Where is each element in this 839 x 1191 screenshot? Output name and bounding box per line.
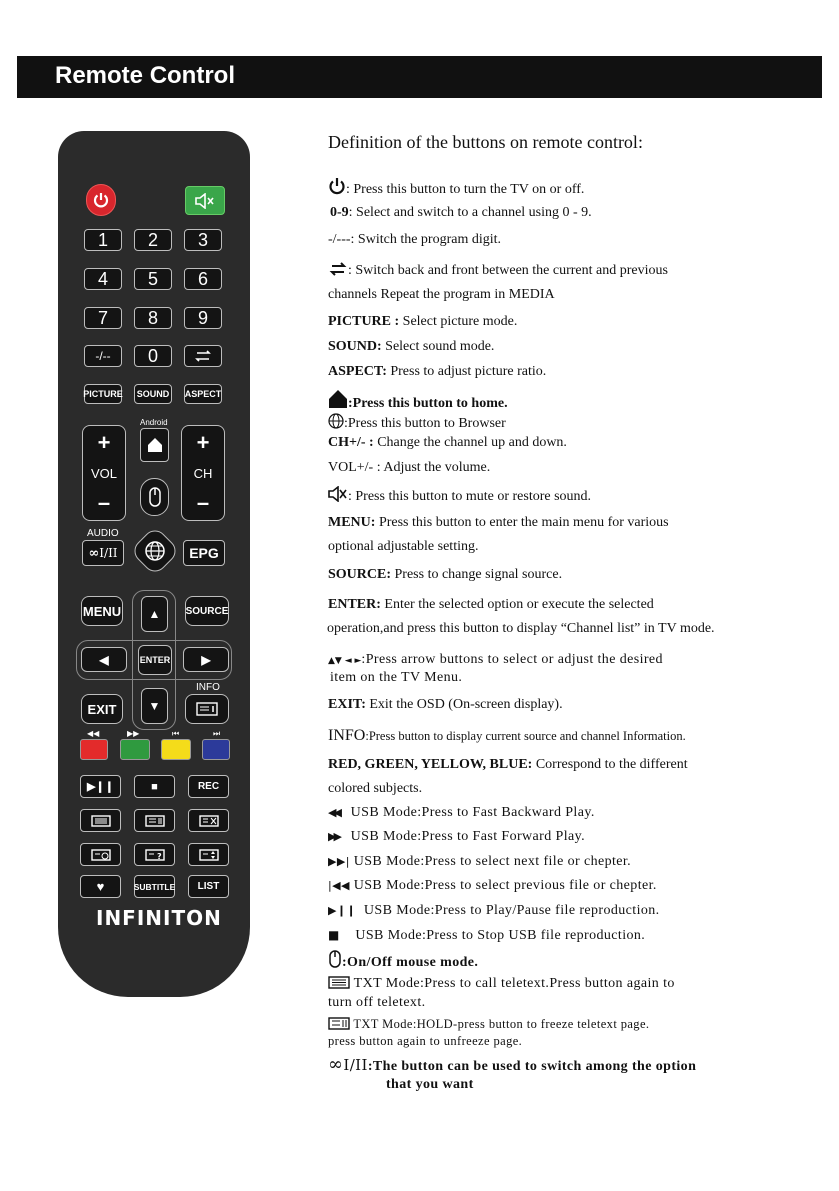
heart-icon: ♥	[96, 879, 105, 894]
teletext-icon	[328, 976, 350, 989]
digit-3-button: 3	[184, 229, 222, 251]
up-arrow-button	[141, 596, 168, 632]
desc-aspect	[328, 363, 546, 380]
desc-stop-text: USB Mode:Press to Stop USB file reproduction.	[355, 928, 646, 943]
menu-button: MENU	[81, 596, 123, 626]
mute-icon	[194, 193, 216, 209]
volume-rocker	[82, 425, 126, 521]
play-pause-icon: ▶❙❙	[328, 904, 357, 917]
audio-icon: ∞	[328, 1054, 344, 1075]
desc-home	[328, 389, 508, 412]
section-title: Remote Control	[55, 62, 235, 89]
channel-down-label: –	[196, 490, 210, 515]
digit-4-button: 4	[84, 268, 122, 290]
digit-5-button: 5	[134, 268, 172, 290]
power-icon	[92, 191, 110, 209]
desc-prev	[328, 877, 657, 894]
desc-info-text: :Press button to display current source and channel Information.	[365, 729, 686, 743]
mute-button	[185, 186, 225, 215]
desc-audio-2: that you want	[386, 1077, 474, 1092]
size-icon	[199, 849, 219, 861]
desc-sound	[328, 338, 494, 355]
desc-prev-text: USB Mode:Press to select previous file or chepter.	[353, 878, 657, 893]
info-button	[185, 694, 229, 724]
power-button	[86, 184, 116, 216]
desc-arrows-text: :Press arrow buttons to select or adjust the desired	[361, 652, 663, 667]
desc-arrows-2: item on the TV Menu.	[330, 670, 463, 685]
blue-button	[202, 739, 230, 760]
desc-digits-text: : Select and switch to a channel using 0 - 9.	[348, 205, 592, 220]
channel-label: CH	[193, 465, 213, 481]
desc-audio	[328, 1056, 696, 1075]
desc-volume-key: VOL+/- :	[328, 460, 381, 475]
desc-colors-2: colored subjects.	[328, 781, 423, 796]
desc-info	[328, 727, 686, 745]
picture-button: PICTURE	[84, 384, 122, 404]
desc-channel	[328, 434, 567, 451]
right-arrow-icon: ▶	[201, 652, 211, 667]
svg-text:?: ?	[156, 851, 162, 861]
recall-icon	[328, 262, 348, 276]
desc-sound-text: Select sound mode.	[381, 339, 495, 354]
desc-menu-2: optional adjustable setting.	[328, 539, 479, 554]
desc-enter-text: Enter the selected option or execute the selected	[380, 597, 654, 612]
forward-label-icon: ▶▶	[127, 729, 140, 738]
desc-source	[328, 566, 562, 583]
digit-7-button: 7	[84, 307, 122, 329]
desc-dash: -/---: Switch the program digit.	[328, 232, 502, 247]
list-button: LIST	[188, 875, 229, 898]
desc-forward	[328, 828, 585, 845]
recall-icon	[193, 350, 213, 362]
doc-heading: Definition of the buttons on remote control:	[328, 132, 643, 152]
green-button	[120, 739, 150, 760]
desc-recall-text: : Switch back and front between the current and previous	[348, 263, 668, 278]
volume-down-label: –	[97, 490, 111, 515]
right-arrow-button	[183, 647, 229, 672]
globe-icon	[328, 413, 344, 429]
left-arrow-button	[81, 647, 127, 672]
audio-button	[82, 540, 124, 566]
play-pause-icon: ▶❙❙	[87, 781, 114, 793]
digit-6-button: 6	[184, 268, 222, 290]
globe-icon	[144, 540, 166, 562]
desc-digits-key: 0-9	[330, 205, 349, 220]
desc-picture-key: PICTURE :	[328, 314, 400, 329]
subpage-icon	[91, 849, 111, 861]
enter-button: ENTER	[138, 645, 172, 675]
prev-label-icon: ⏮	[172, 729, 180, 738]
left-arrow-icon: ◀	[99, 652, 109, 667]
desc-next	[328, 853, 631, 870]
home-icon	[328, 389, 348, 409]
brand-logo: INFINITON	[96, 906, 222, 930]
desc-channel-text: Change the channel up and down.	[373, 435, 567, 450]
desc-teletext-text: TXT Mode:Press to call teletext.Press button again to	[353, 976, 675, 991]
digit-2-button: 2	[134, 229, 172, 251]
desc-source-key: SOURCE:	[328, 567, 392, 582]
recall-button	[184, 345, 222, 367]
desc-hold-text: TXT Mode:HOLD-press button to freeze teletext page.	[353, 1017, 650, 1031]
desc-volume-text: Adjust the volume.	[380, 460, 491, 475]
desc-arrows	[328, 651, 663, 670]
desc-next-text: USB Mode:Press to select next file or chepter.	[353, 854, 632, 869]
subtitle-button: SUBTITLE	[134, 875, 175, 898]
desc-picture	[328, 313, 517, 330]
reveal-icon	[145, 849, 165, 861]
desc-browser-text: :Press this button to Browser	[344, 416, 506, 431]
desc-aspect-text: Press to adjust picture ratio.	[386, 364, 547, 379]
hold-button	[134, 809, 175, 832]
info-icon	[196, 702, 218, 716]
desc-browser	[328, 413, 506, 432]
desc-playpause	[328, 902, 660, 919]
forward-icon: ▶▶	[328, 830, 339, 843]
desc-enter-2: operation,and press this button to display “Channel list” in TV mode.	[327, 621, 715, 636]
yellow-button	[161, 739, 191, 760]
desc-recall	[328, 262, 668, 279]
exit-button: EXIT	[81, 694, 123, 724]
subpage-button	[80, 843, 121, 866]
audio-label: AUDIO	[87, 528, 119, 539]
desc-rewind	[328, 804, 595, 821]
down-arrow-icon: ▼	[148, 699, 161, 713]
android-label: Android	[140, 418, 168, 427]
info-label: INFO	[196, 682, 220, 693]
channel-rocker	[181, 425, 225, 521]
desc-digits	[330, 204, 592, 221]
home-button	[140, 428, 169, 462]
desc-recall-2: channels Repeat the program in MEDIA	[328, 287, 555, 302]
desc-source-text: Press to change signal source.	[391, 567, 563, 582]
desc-teletext	[328, 975, 675, 992]
section-header	[17, 56, 822, 98]
cancel-icon	[199, 815, 219, 827]
up-arrow-icon: ▲	[148, 607, 161, 621]
mouse-button	[140, 478, 169, 516]
desc-menu	[328, 514, 669, 531]
desc-volume	[328, 459, 490, 476]
aspect-button: ASPECT	[184, 384, 222, 404]
stop-icon: ■	[328, 928, 340, 942]
epg-button: EPG	[183, 540, 225, 566]
desc-mute	[328, 486, 591, 505]
teletext-icon	[91, 815, 111, 827]
desc-menu-text: Press this button to enter the main menu for various	[375, 515, 669, 530]
mouse-icon	[328, 950, 342, 968]
digit-8-button: 8	[134, 307, 172, 329]
rewind-icon: ◀◀	[328, 806, 339, 819]
desc-hold-2: press button again to unfreeze page.	[328, 1034, 523, 1048]
sound-button: SOUND	[134, 384, 172, 404]
desc-aspect-key: ASPECT:	[328, 364, 387, 379]
digit-1-button: 1	[84, 229, 122, 251]
audio-button-icon: ∞	[88, 545, 100, 561]
desc-power-text: : Press this button to turn the TV on or off.	[346, 182, 585, 197]
desc-power	[328, 177, 584, 198]
digit-dash-button: -/--	[84, 345, 122, 367]
rec-button: REC	[188, 775, 229, 798]
hold-icon	[145, 815, 165, 827]
desc-colors-key: RED, GREEN, YELLOW, BLUE:	[328, 757, 533, 772]
desc-stop	[328, 927, 645, 944]
audio-button-label: I/II	[99, 546, 118, 560]
size-button	[188, 843, 229, 866]
volume-label: VOL	[90, 465, 117, 481]
desc-exit	[328, 696, 563, 713]
desc-playpause-text: USB Mode:Press to Play/Pause file reproduction.	[363, 903, 660, 918]
desc-audio-key: I/II	[343, 1056, 368, 1074]
desc-menu-key: MENU:	[328, 515, 376, 530]
desc-mouse	[328, 950, 478, 971]
cancel-teletext-button	[188, 809, 229, 832]
desc-enter	[328, 596, 654, 613]
desc-colors-text: Correspond to the different	[532, 757, 688, 772]
prev-icon: |◀◀	[328, 879, 350, 892]
desc-sound-key: SOUND:	[328, 339, 382, 354]
desc-home-text: :Press this button to home.	[348, 396, 508, 411]
down-arrow-button	[141, 688, 168, 724]
desc-info-key: INFO	[328, 727, 366, 744]
next-label-icon: ⏭	[213, 729, 221, 738]
play-pause-button	[80, 775, 121, 798]
channel-up-label: +	[196, 430, 210, 455]
desc-exit-text: Exit the OSD (On-screen display).	[365, 697, 563, 712]
desc-channel-key: CH+/- :	[328, 435, 374, 450]
digit-9-button: 9	[184, 307, 222, 329]
favorite-button	[80, 875, 121, 898]
desc-teletext-2: turn off teletext.	[328, 995, 426, 1010]
source-button: SOURCE	[185, 596, 229, 626]
hold-icon	[328, 1017, 350, 1030]
mouse-icon	[148, 486, 162, 508]
desc-colors	[328, 756, 688, 773]
home-icon	[146, 436, 164, 454]
desc-forward-text: USB Mode:Press to Fast Forward Play.	[350, 829, 586, 844]
power-icon	[328, 177, 346, 195]
next-icon: ▶▶|	[328, 855, 350, 868]
desc-picture-text: Select picture mode.	[399, 314, 518, 329]
desc-mute-text: : Press this button to mute or restore sound.	[348, 489, 592, 504]
reveal-button	[134, 843, 175, 866]
desc-rewind-text: USB Mode:Press to Fast Backward Play.	[350, 805, 595, 820]
stop-button	[134, 775, 175, 798]
desc-arrows-icons: ▲▼ ◄ ►	[328, 656, 362, 666]
volume-up-label: +	[97, 430, 111, 455]
teletext-button	[80, 809, 121, 832]
desc-exit-key: EXIT:	[328, 697, 366, 712]
stop-icon: ■	[151, 780, 158, 793]
rewind-label-icon: ◀◀	[87, 729, 100, 738]
desc-mouse-text: :On/Off mouse mode.	[342, 955, 479, 970]
digit-0-button: 0	[134, 345, 172, 367]
desc-hold	[328, 1016, 649, 1033]
desc-audio-text: :The button can be used to switch among the option	[367, 1059, 697, 1074]
red-button	[80, 739, 108, 760]
desc-enter-key: ENTER:	[328, 597, 381, 612]
mute-icon	[328, 486, 348, 502]
